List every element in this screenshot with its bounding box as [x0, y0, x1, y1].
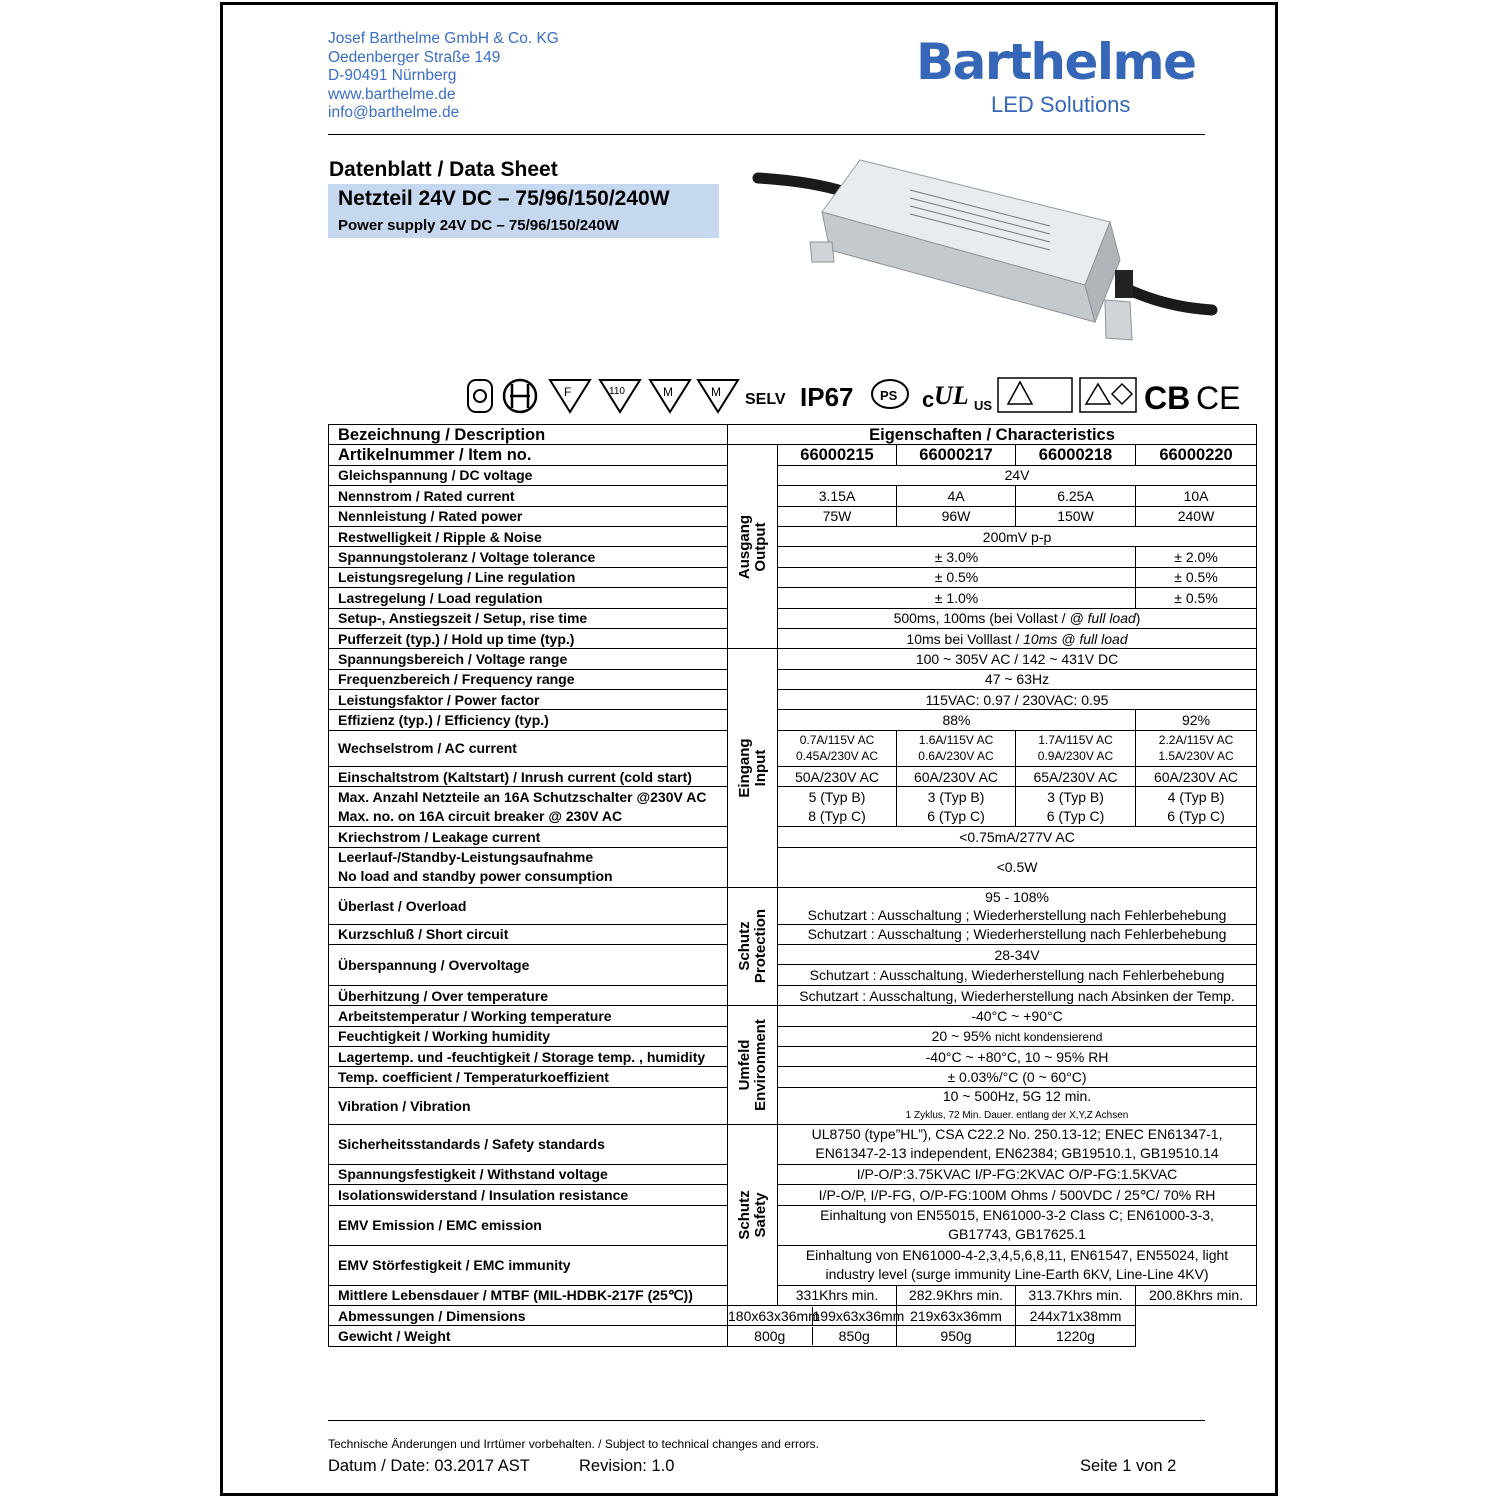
table-row: Wechselstrom / AC current 0.7A/115V AC 0.45A/230V AC 1.6A/115V AC 0.6A/230V AC 1.7A/115V AC 0.9A/230V AC 2.2A/115V AC 1.5A/230V AC	[329, 730, 1257, 766]
table-row: EMV Störfestigkeit / EMC immunity Einhaltung von EN61000-4-2,3,4,5,6,8,11, EN61547, EN55024, light industry level (surge immunity Line-Earth 6KV, Line-Line 4KV)	[329, 1245, 1257, 1285]
independent-ballast-icon	[504, 380, 536, 412]
item-number: 66000220	[1136, 445, 1257, 465]
logo-wordmark: Barthelme	[916, 33, 1196, 91]
selv-mark: SELV	[745, 391, 786, 408]
footer-info	[328, 1457, 1188, 1476]
svg-text:US: US	[974, 398, 993, 413]
table-row: Gleichspannung / DC voltage 24V	[329, 465, 1257, 485]
f-mark-icon	[550, 380, 590, 412]
table-row: Überlast / Overload Schutz Protection 95 - 108% Schutzart : Ausschaltung ; Wiederherstellung nach Fehlerbehebung	[329, 887, 1257, 924]
company-city: D-90491 Nürnberg	[328, 67, 457, 84]
section-environment: Umfeld Environment	[728, 1006, 778, 1125]
section-safety: Schutz Safety	[728, 1124, 778, 1305]
company-website-link[interactable]: www.barthelme.de	[328, 85, 456, 103]
logo-subtitle: LED Solutions	[991, 92, 1131, 117]
item-number: 66000215	[778, 445, 897, 465]
svg-text:110: 110	[609, 386, 625, 397]
table-row: Vibration / Vibration 10 ~ 500Hz, 5G 12 min. 1 Zyklus, 72 Min. Dauer. entlang der X,Y,Z Achsen	[329, 1087, 1257, 1124]
section-input: Eingang Input	[728, 649, 778, 887]
table-row: Nennleistung / Rated power 75W 96W 150W 240W	[329, 506, 1257, 526]
company-name: Josef Barthelme GmbH & Co. KG	[328, 30, 559, 47]
product-title-box	[328, 184, 719, 238]
table-row: Max. Anzahl Netzteile an 16A Schutzschalter @230V AC Max. no. on 16A circuit breaker @ 230V AC 5 (Typ B) 8 (Typ C) 3 (Typ B) 6 (Typ C) 3 (Typ B) 6 (Typ C) 4 (Typ B) 6 (Typ C)	[329, 787, 1257, 827]
product-title-de: Netzteil 24V DC – 75/96/150/240W	[338, 187, 670, 210]
table-row: Leistungsregelung / Line regulation ± 0.5% ± 0.5%	[329, 567, 1257, 587]
svg-text:F: F	[564, 385, 572, 399]
table-row: Abmessungen / Dimensions 180x63x36mm 199x63x36mm 219x63x36mm 244x71x38mm	[329, 1305, 1257, 1325]
table-row: EMV Emission / EMC emission Einhaltung von EN55015, EN61000-3-2 Class C; EN61000-3-3, GB17743, GB17625.1	[329, 1205, 1257, 1245]
f110-mark-icon	[600, 380, 640, 412]
company-address	[328, 30, 559, 123]
class-ii-icon	[468, 380, 492, 412]
table-row: Temp. coefficient / Temperaturkoeffizient ± 0.03%/°C (0 ~ 60°C)	[329, 1067, 1257, 1087]
tuv-mark-icon	[998, 378, 1072, 412]
enec-mark-icon	[1080, 378, 1136, 412]
mm-mark-icon	[698, 380, 738, 412]
footer-revision: Revision: 1.0	[579, 1457, 675, 1475]
ce-mark: CE	[1196, 380, 1241, 416]
table-header-row	[329, 425, 1257, 445]
specification-table	[328, 424, 1257, 1347]
section-output: Ausgang Output	[728, 445, 778, 649]
table-row: Arbeitstemperatur / Working temperature Umfeld Environment -40°C ~ +90°C	[329, 1006, 1257, 1026]
table-row: Kurzschluß / Short circuit Schutzart : Ausschaltung ; Wiederherstellung nach Fehlerbehebung	[329, 924, 1257, 944]
table-row: Lastregelung / Load regulation ± 1.0% ± 0.5%	[329, 588, 1257, 608]
svg-text:M: M	[711, 385, 721, 399]
table-row: Pufferzeit (typ.) / Hold up time (typ.) 10ms bei Volllast / 10ms @ full load	[329, 628, 1257, 648]
table-row: Setup-, Anstiegszeit / Setup, rise time 500ms, 100ms (bei Vollast / @ full load)	[329, 608, 1257, 628]
svg-text:PS: PS	[880, 388, 898, 403]
item-number-row	[329, 445, 1257, 465]
table-row: Feuchtigkeit / Working humidity 20 ~ 95% nicht kondensierend	[329, 1026, 1257, 1046]
item-number: 66000217	[897, 445, 1016, 465]
footer-disclaimer: Technische Änderungen und Irrtümer vorbehalten. / Subject to technical changes and errors.	[328, 1437, 819, 1451]
table-row: Effizienz (typ.) / Efficiency (typ.) 88% 92%	[329, 710, 1257, 730]
document-title: Datenblatt / Data Sheet	[329, 158, 558, 181]
footer-page-number: Seite 1 von 2	[1080, 1457, 1177, 1475]
table-row: Überhitzung / Over temperature Schutzart : Ausschaltung, Wiederherstellung nach Absinken der Temp.	[329, 985, 1257, 1005]
m-mark-icon	[650, 380, 690, 412]
table-row: Isolationswiderstand / Insulation resistance I/P-O/P, I/P-FG, O/P-FG:100M Ohms / 500VDC / 25℃/ 70% RH	[329, 1185, 1257, 1205]
item-number: 66000218	[1016, 445, 1136, 465]
header-characteristics: Eigenschaften / Characteristics	[728, 425, 1257, 445]
power-supply-image	[750, 150, 1220, 370]
header-divider	[328, 134, 1205, 135]
row-label: Artikelnummer / Item no.	[329, 445, 728, 465]
section-protection: Schutz Protection	[728, 887, 778, 1006]
header-description: Bezeichnung / Description	[329, 425, 728, 445]
table-row: Lagertemp. und -feuchtigkeit / Storage temp. , humidity -40°C ~ +80°C, 10 ~ 95% RH	[329, 1046, 1257, 1066]
table-row: Spannungstoleranz / Voltage tolerance ± 3.0% ± 2.0%	[329, 547, 1257, 567]
cb-mark: CB	[1144, 380, 1191, 416]
table-row: Spannungsbereich / Voltage range Eingang Input 100 ~ 305V AC / 142 ~ 431V DC	[329, 649, 1257, 669]
table-row: Leistungsfaktor / Power factor 115VAC: 0.97 / 230VAC: 0.95	[329, 690, 1257, 710]
ul-mark: UL	[934, 381, 969, 410]
table-row: Restwelligkeit / Ripple & Noise 200mV p-p	[329, 526, 1257, 546]
table-row: Spannungsfestigkeit / Withstand voltage I/P-O/P:3.75KVAC I/P-FG:2KVAC O/P-FG:1.5KVAC	[329, 1164, 1257, 1184]
table-row: Schutzart : Ausschaltung, Wiederherstellung nach Fehlerbehebung	[329, 965, 1257, 985]
table-row: Leerlauf-/Standby-Leistungsaufnahme No load and standby power consumption <0.5W	[329, 847, 1257, 887]
table-row: Kriechstrom / Leakage current <0.75mA/277V AC	[329, 827, 1257, 847]
ip67-mark: IP67	[800, 382, 854, 412]
company-street: Oedenberger Straße 149	[328, 48, 501, 66]
table-row: Mittlere Lebensdauer / MTBF (MIL-HDBK-217F (25℃)) 331Khrs min. 282.9Khrs min. 313.7Khrs min. 200.8Khrs min.	[329, 1285, 1257, 1305]
certification-marks	[460, 374, 1250, 418]
barthelme-logo	[916, 34, 1236, 120]
table-row: Einschaltstrom (Kaltstart) / Inrush current (cold start) 50A/230V AC 60A/230V AC 65A/230V AC 60A/230V AC	[329, 766, 1257, 786]
company-email-link[interactable]: info@barthelme.de	[328, 104, 460, 121]
footer-date: Datum / Date: 03.2017 AST	[328, 1457, 530, 1475]
table-row: Gewicht / Weight 800g 850g 950g 1220g	[329, 1326, 1257, 1346]
svg-text:M: M	[663, 385, 673, 399]
cul-us-mark: c	[922, 387, 935, 412]
product-title-en: Power supply 24V DC – 75/96/150/240W	[338, 217, 619, 234]
table-row: Nennstrom / Rated current 3.15A 4A 6.25A 10A	[329, 486, 1257, 506]
table-row: Sicherheitsstandards / Safety standards Schutz Safety UL8750 (type”HL”), CSA C22.2 No. 250.13-12; ENEC EN61347-1, EN61347-2-13 independent, EN62384; GB19510.1, GB19510.14	[329, 1124, 1257, 1164]
table-row: Frequenzbereich / Frequency range 47 ~ 63Hz	[329, 669, 1257, 689]
footer-divider	[328, 1420, 1205, 1421]
table-row: Überspannung / Overvoltage 28-34V	[329, 945, 1257, 965]
pse-mark-icon	[872, 380, 908, 408]
